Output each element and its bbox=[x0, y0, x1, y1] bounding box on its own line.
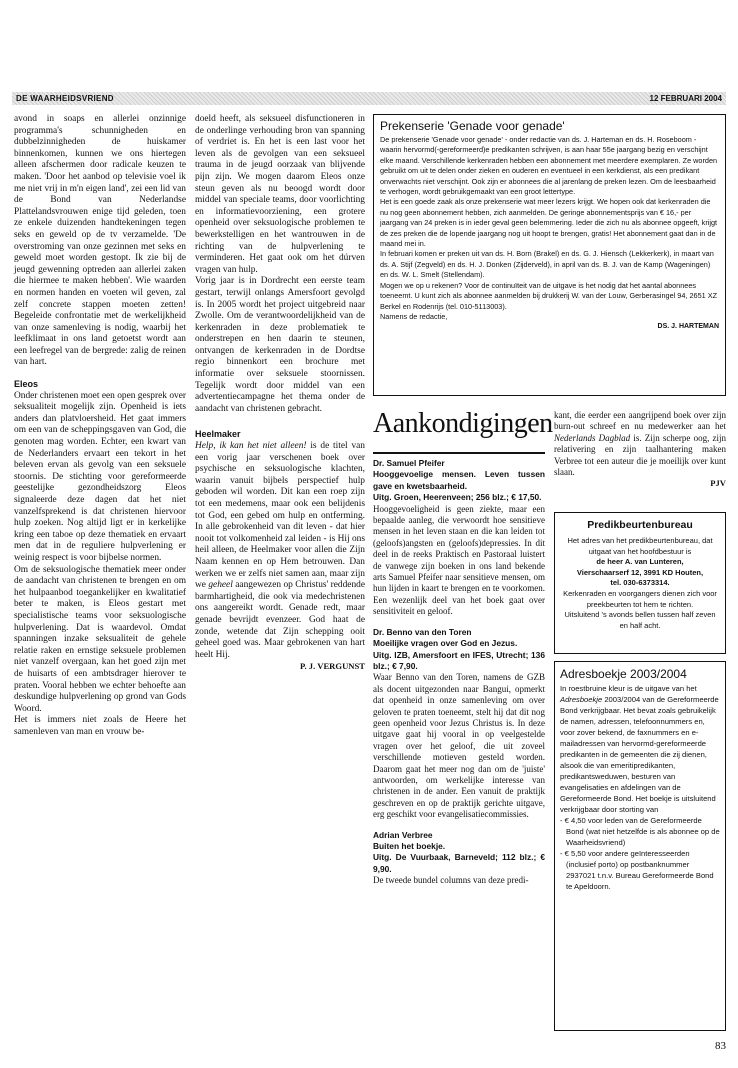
book-publisher: Uitg. Groen, Heerenveen; 256 blz.; € 17,50. bbox=[373, 492, 542, 503]
paragraph: Waar Benno van den Toren, namens de GZB als docent uitgezonden naar Bangui, opmerkt dat openheid in onze samenleving om over geloven te praten toeneemt, stelt hij dat dit nog geen openheid voor Jezus Christus is. In deze uitgave gaat hij vooral in op veelgestelde vragen over het geloof, die uit zoveel verschillende motieven gesteld worden. Daarom gaat het meer nog dan om de 'juiste' antwoorden, om werkelijke interesse van christenen in de ander. Een vanuit de praktijk geschreven en op de praktijk gerichte uitgave, erg geschikt voor evangelisatiecommissies. bbox=[373, 672, 545, 820]
column-1 bbox=[14, 114, 186, 738]
paragraph: Mogen we op u rekenen? Voor de continuïteit van de uitgave is het nodig dat het aantal abonnees toeneemt. U kunt zich als abonnee aanmelden bij drukkerij W. van der Louw, Gerberasingel 94, 2651 XZ Berkel en Rodenrijs (tel. 010-5113003). bbox=[380, 280, 718, 311]
prekenserie-box bbox=[373, 114, 726, 396]
paragraph bbox=[560, 683, 720, 815]
contact-name: de heer A. van Lunteren, bbox=[596, 557, 684, 567]
paragraph bbox=[554, 410, 726, 478]
section-heading-eleos: Eleos bbox=[14, 379, 39, 390]
newspaper-name: Nederlands Dagblad bbox=[554, 432, 631, 443]
book-publisher: Uitg. De Vuurbaak, Barneveld; 112 blz.; € 9,90. bbox=[373, 852, 545, 874]
text-run: is. Zijn scherpe oog, zijn relativering en zijn taalhantering maken Verbree tot een auteur die je moeilijk over kunt slaan. bbox=[554, 432, 726, 478]
paragraph: Uitsluitend 's avonds bellen tussen half zeven en half acht. bbox=[564, 610, 716, 630]
announcements-signature: PJV bbox=[710, 478, 726, 489]
author-signature: P. J. VERGUNST bbox=[300, 661, 365, 672]
announcements-continued bbox=[554, 410, 726, 490]
paragraph: Vorig jaar is in Dordrecht een eerste team gestart, terwijl onlangs Amersfoort gevolgd is. In 2005 wordt het project uitgebreid naar Zwolle. Om de verantwoordelijkheid van de kerkenraden in deze problematiek te onderstrepen en hen daarin te steunen, ontvangen de kerkenraden in de Dordtse regio binnenkort een brochure met informatie over seksuele stoornissen. Tegelijk wordt door middel van een advertentiecampagne het thema onder de aandacht van christenen gebracht. bbox=[195, 276, 365, 414]
contact-phone: tel. 030-6373314. bbox=[610, 578, 670, 588]
book-title: Help, ik kan het niet alleen! bbox=[195, 441, 307, 452]
paragraph: avond in soaps en allerlei onzinnige programma's schunnigheden en dubbelzinnigheden de huiskamer binnenkomen, kunnen we ons hiertegen alleen afschermen door radicale keuzen te maken. 'Door het aanbod op televisie voel ik me niet vrij in m'n eigen land', zei een lid van de Bond van Nederlandse Plattelandsvrouwen enige tijd geleden, toen ze enkele duizenden handtekeningen tegen seks en geweld op de tv verzamelde. 'De overstroming van onze gezinnen met seks en geweld moet worden gestopt. Ik zie bij de jeugd gewenning optreden aan allerlei zaken die hiermee te maken hebben'. Wie waarden en normen handen en voeten wil geven, zal zelf concrete stappen moeten zetten! Begeleide confrontatie met de werkelijkheid van onze samenleving is nodig, waarbij het leefklimaat in ons land getoetst wordt aan een leefregel van de bergrede: zalig de reinen van hart. bbox=[14, 114, 186, 368]
text-run: aangewezen op Christus' reddende barmhartigheid, die ook via medechristenen ons aangereikt wordt. Genade redt, maar genade bevrijdt evenzeer. God haat de zonde, wetende dat Zijn schepping ooit geheel goed was. Maar gebrokenen van hart heelt Hij. bbox=[195, 580, 365, 660]
predikbeurten-box bbox=[554, 512, 726, 654]
running-header bbox=[12, 92, 726, 105]
paragraph: Het is immers niet zoals de Heere het samenleven van man en vrouw be- bbox=[14, 715, 186, 737]
paragraph: Onder christenen moet een open gesprek over seksualiteit mogelijk zijn. Openheid is iets anders dan platvloersheid. Het gaat immers om een van de scheppingsgaven van God, die genoten mag worden. Echter, een kwart van de Nederlanders ervaart een tekort in het beleven ervan als gevolg van een seksuele stoornis. De stichting voor gereformeerde geestelijke gezondheidszorg Eleos signaleerde deze dagen dat het niet vanzelfsprekend is dat christenen hiervoor hulp zoeken. Nog altijd ligt er in kerkelijke kring een taboe op deze thematiek en ervaart men dat in de reguliere hulpverlening er weinig respect is voor bijbelse normen. bbox=[14, 390, 186, 563]
text-run: 2003/2004 van de Gereformeerde Bond verkrijgbaar. Het bevat zoals gebruikelijk de namen, adressen, telefoonnummers en, voor zover bekend, de faxnummers en e-mailadressen van hervormd-gereformeerde predikanten in de gemeenten die zij dienen, alsook die van emeritipredikanten, predikantsweduwen, besturen van evangelisaties en afdelingen van de Gereformeerde Bond. Het boekje is uitsluitend verkrijgbaar door storting van bbox=[560, 695, 719, 814]
book-author: Adrian Verbree bbox=[373, 829, 433, 840]
box-title: Adresboekje 2003/2004 bbox=[560, 667, 687, 681]
section-heading-heelmaker: Heelmaker bbox=[195, 429, 241, 440]
book-title: Buiten het boekje. bbox=[373, 841, 446, 851]
emphasis: geheel bbox=[208, 580, 233, 591]
contact-address: Vierschaarserf 12, 3991 KD Houten, bbox=[576, 567, 704, 577]
paragraph: In februari komen er preken uit van ds. H. Born (Brakel) en ds. G. J. Hiensch (Lekkerkerk), in maart van ds. A. Stijf (Zegveld) en ds. H. J. Donken (Zijderveld), in april van ds. B. J. van de Kamp (Wageningen) en ds. W. L. Smelt (Stellendam). bbox=[380, 249, 714, 280]
title-rule bbox=[373, 452, 545, 454]
paragraph: Namens de redactie, bbox=[380, 311, 448, 321]
paragraph: Kerkenraden en voorgangers dienen zich voor preekbeurten tot hem te richten. bbox=[563, 588, 717, 609]
page-number: 83 bbox=[715, 1040, 726, 1052]
price-option: - € 4,50 voor leden van de Gereformeerde Bond (wat niet hetzelfde is als abonnee op de Waarheidsvriend) bbox=[560, 816, 720, 847]
box-signature: DS. J. HARTEMAN bbox=[657, 323, 719, 331]
book-author: Dr. Benno van den Toren bbox=[373, 626, 472, 637]
paragraph: De tweede bundel columns van deze predi- bbox=[373, 875, 529, 886]
column-2 bbox=[195, 114, 365, 673]
paragraph: De prekenserie 'Genade voor genade' - onder redactie van ds. J. Harteman en ds. H. Roseboom - waarin hervormd(-gereformeerd)e predikanten schrijven, is aan haar 55e jaargang bezig en verschijnt elke maand. Verschillende kerkenraden hebben een abonnement met meerdere exemplaren. Ze worden gebruikt om uit te delen onder zieken en ouderen en eventueel in een kerkdienst, als een predikant onverwachts niet verschijnt. Ook zijn er abonnees die al jarenlang de preken lezen. Om de leesbaarheid te verhogen, wordt gebruikgemaakt van een groot lettertype. bbox=[380, 135, 718, 197]
box-title: Predikbeurtenbureau bbox=[587, 519, 693, 531]
book-title: Hooggevoelige mensen. Leven tussen gave en kwetsbaarheid. bbox=[373, 469, 545, 491]
price-option: - € 5,50 voor andere geïnteresseerden (inclusief porto) op postbanknummer 2937021 t.n.v. Bureau Gereformeerde Bond te Apeldoorn. bbox=[560, 849, 714, 891]
adresboekje-box bbox=[554, 661, 726, 1031]
book-title: Moeilijke vragen over God en Jezus. bbox=[373, 638, 518, 649]
paragraph: Om de seksuologische thematiek meer onder de aandacht van christenen te brengen en om het hulpaanbod toegankelijker en kwalitatief beter te maken, is Eleos gestart met specialistische teams voor seksuologische hulpverlening. Dat is waardevol. Omdat spanningen inzake seksualiteit de gehele relatie raken en ernstige seksuele problemen niet vanzelf overgaan, kan het goed zijn met de huisarts of een ambtsdrager hierover te praten. Vooral hebben we echter behoefte aan deskundige hulpverlening op grond van Gods Woord. bbox=[14, 564, 186, 714]
paragraph: Hooggevoeligheid is geen ziekte, maar een bepaalde aanleg, die verwoordt hoe sensitieve mensen in het leven staan en die kan leiden tot (geloofs)angsten en (geloofs)depressies. In dit deel in de reeks Praktisch en Pastoraal luistert de vanwege zijn boeken in ons land bekende arts Samuel Pfeifer naar sensitieve mensen, om hun lijden in kaart te brengen en te voorkomen. Een wezenlijk deel van het boek gaat over sensitiviteit en geloof. bbox=[373, 503, 545, 617]
paragraph: doeld heeft, als seksueel disfunctioneren in de onderlinge verhouding bron van spanning of verdriet is. En het is een last voor het leven als de gevolgen van een seksueel trauma in de jeugd oorzaak van blijvende pijn zijn. We mogen daarom Eleos onze steun geven als nu beoogd wordt door middel van speciale teams, door voorlichting en informatievoorziening, een grotere openheid over seksuologische problemen te bewerkstelligen en het wantrouwen in de richting van de hulpverlening te verminderen. Het gaat ook om het dúrven vragen van hulp. bbox=[195, 114, 365, 275]
text-run: is de titel van een vorig jaar verschenen boek over psychische en seksuologische klachten, waarin vanuit bijbels perspectief hulp geboden wil worden. Dit kan een roep zijn tot een medemens, maar ook een belijdenis tot God, een gebed om hulp en ontferming. In alle gebrokenheid van dit leven - dat hier nooit tot volkomenheid zal leiden - is Hij ons heil alleen, de Heelmaker voor allen die Zijn Naam kennen en op Hem betrouwen. Dan werken we er zelfs niet samen aan, maar zijn we bbox=[195, 441, 365, 591]
announcements-column bbox=[373, 458, 545, 887]
paragraph: Het adres van het predikbeurtenbureau, dat uitgaat van het hoofdbestuur is bbox=[567, 536, 713, 556]
text-run: In roestbruine kleur is de uitgave van het bbox=[560, 684, 697, 693]
text-run: kant, die eerder een aangrijpend boek over zijn burn-out schreef en nu medewerker aan het bbox=[554, 410, 726, 432]
paragraph bbox=[195, 441, 365, 661]
paragraph: Het is een goede zaak als onze prekenserie wat meer lezers krijgt. We hopen ook dat kerkenraden die nu nog geen abonnement hebben, zich aanmelden. De geringe abonnementsprijs van € 16,- per jaargang van 24 preken is in ieder geval geen belemmering. Ieder die zich nu als abonnee opgeeft, krijgt de zes preken die de lopende jaargang nog uit hoopt te brengen, gratis! Het abonnement gaat dan in de maand mei in. bbox=[380, 197, 718, 249]
book-publisher: Uitg. IZB, Amersfoort en IFES, Utrecht; 136 blz.; € 7,90. bbox=[373, 649, 545, 671]
issue-date: 12 FEBRUARI 2004 bbox=[649, 94, 722, 103]
booklet-name: Adresboekje bbox=[560, 695, 603, 704]
box-title: Prekenserie 'Genade voor genade' bbox=[380, 119, 565, 133]
publication-name: DE WAARHEIDSVRIEND bbox=[16, 94, 114, 103]
book-author: Dr. Samuel Pfeifer bbox=[373, 458, 445, 468]
section-title-aankondigingen: Aankondigingen bbox=[373, 408, 553, 439]
